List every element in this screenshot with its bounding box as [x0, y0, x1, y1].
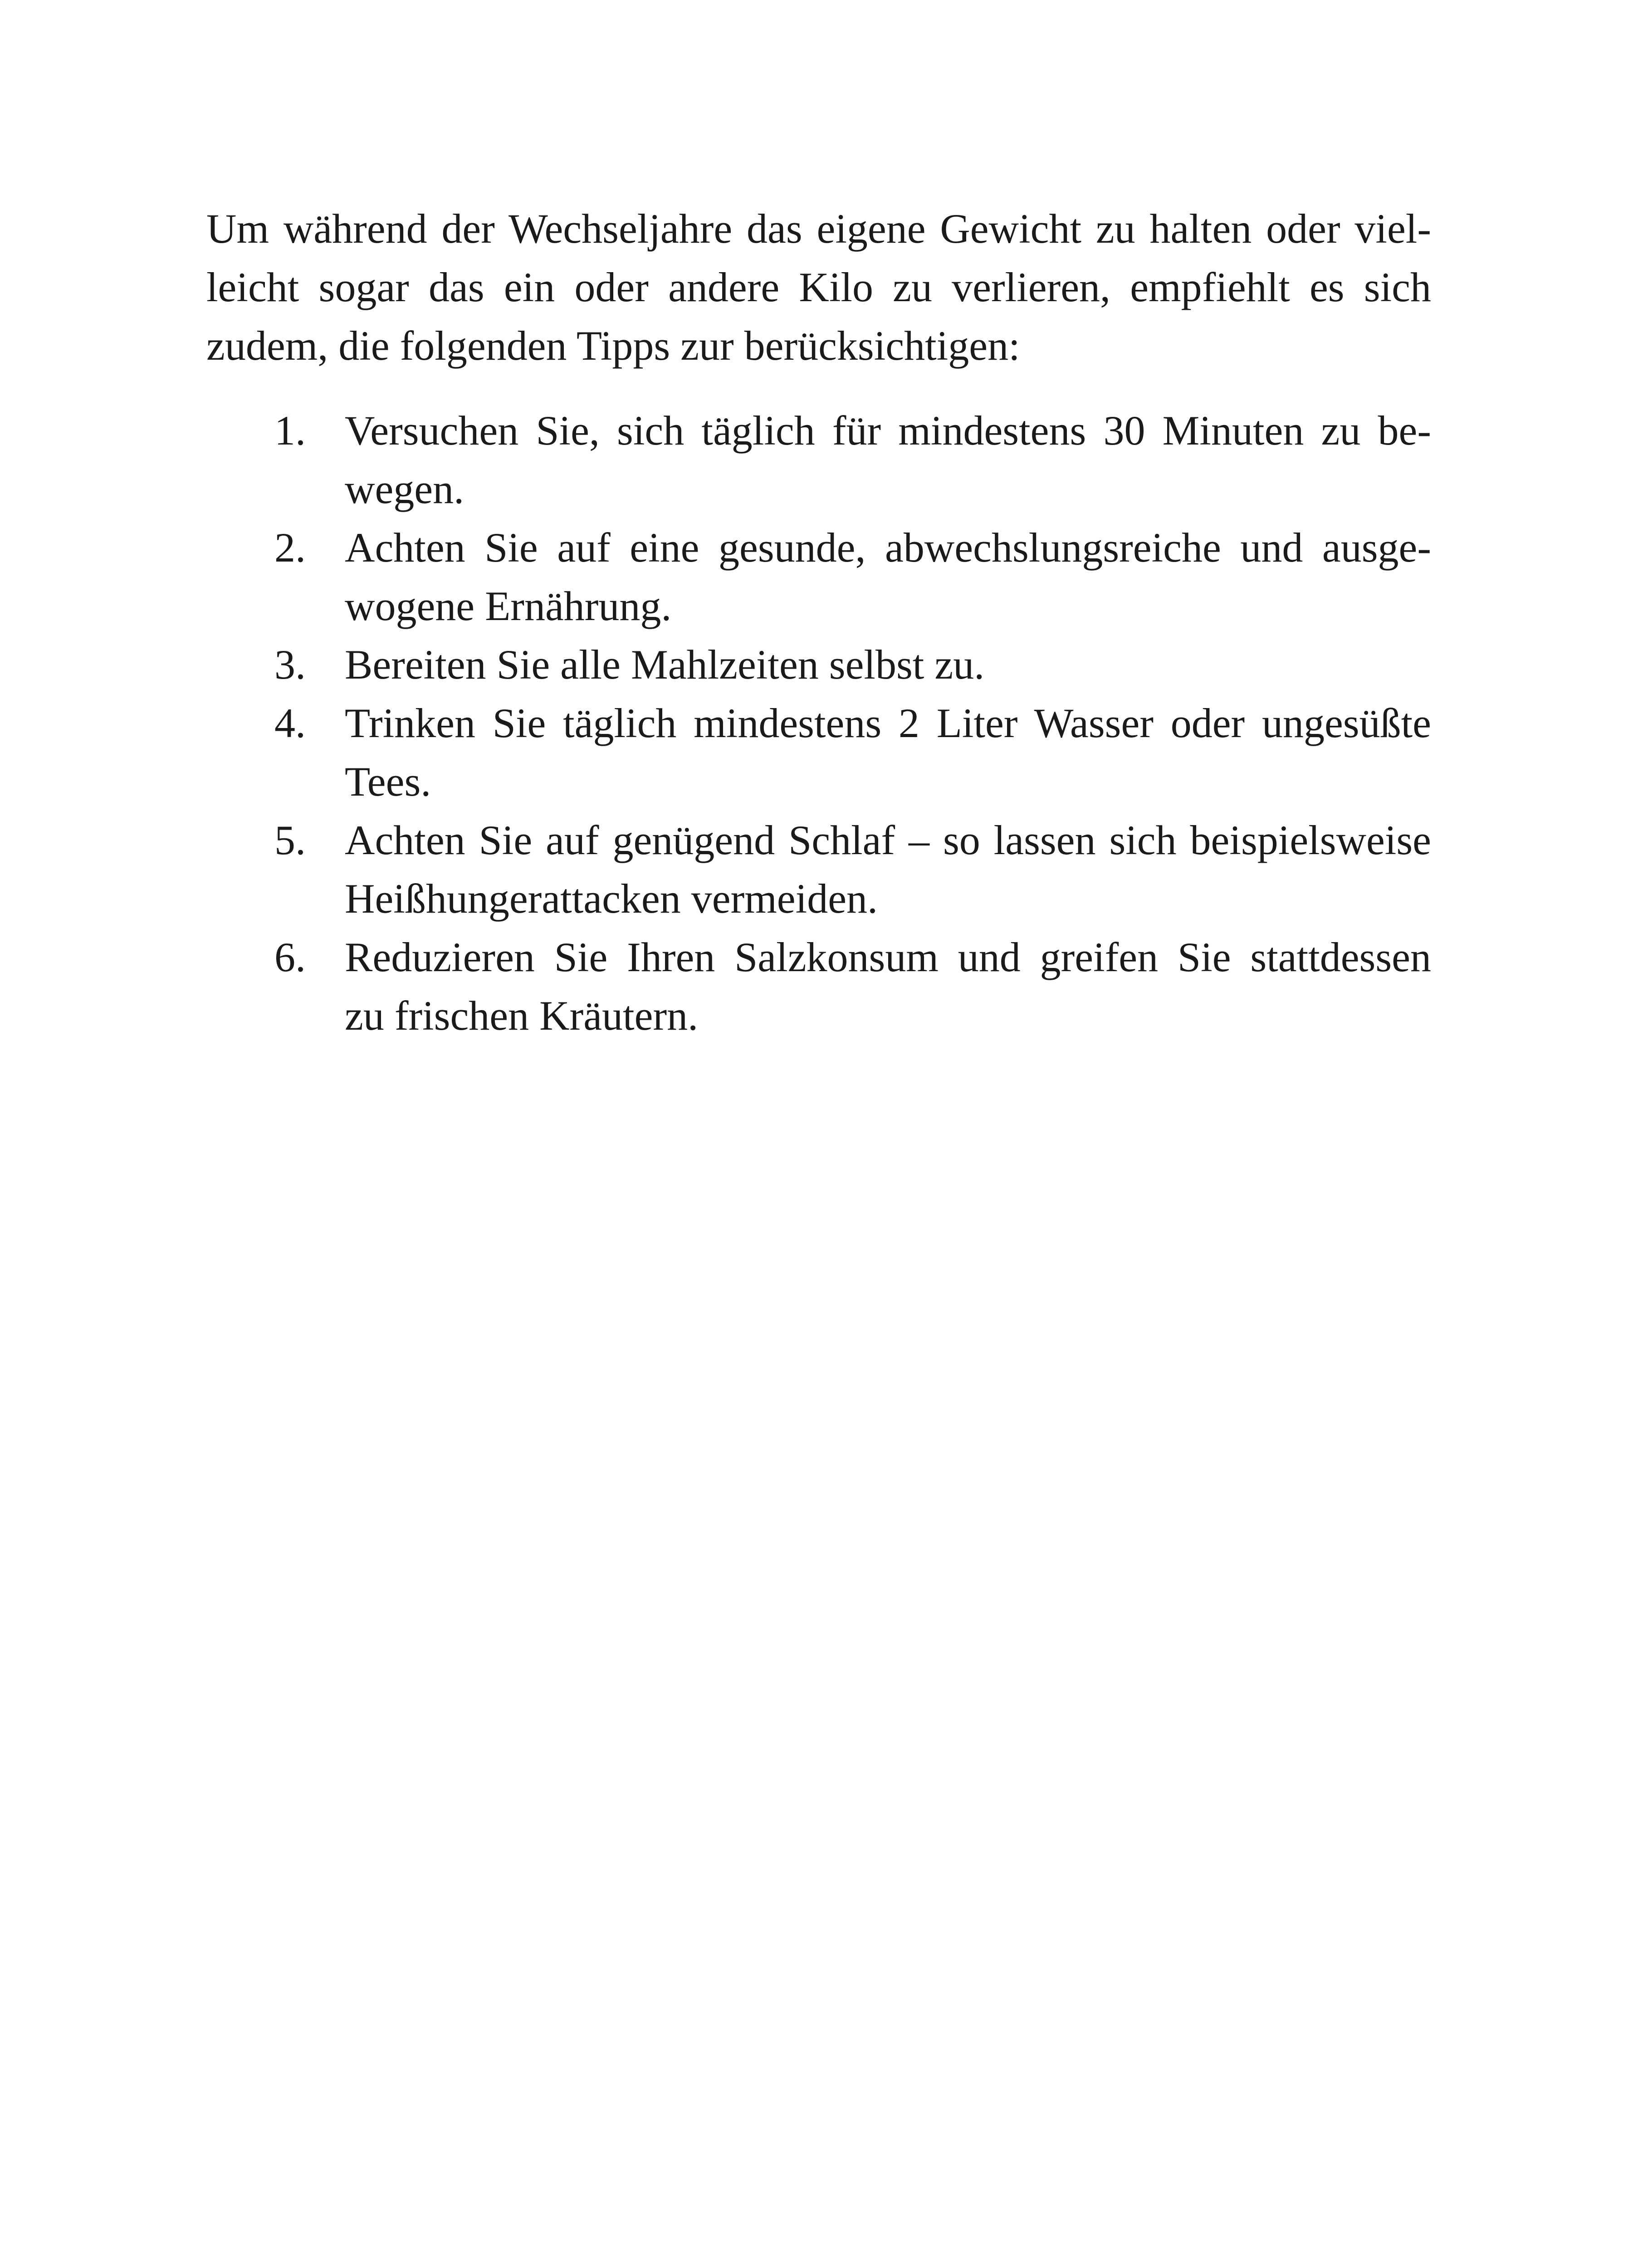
list-item-text: Achten Sie auf eine gesunde, abwechslungsreiche und ausge-: [345, 524, 1431, 571]
tips-list: [206, 401, 1431, 1045]
list-item: [206, 635, 1431, 694]
list-item-number: 4.: [274, 700, 306, 746]
list-item-number: 3.: [274, 641, 306, 688]
list-item-text: zu frischen Kräutern.: [345, 992, 699, 1039]
list-item-text: wegen.: [345, 466, 464, 512]
list-item-text: Bereiten Sie alle Mahlzeiten selbst zu.: [345, 641, 985, 688]
list-item-text: Tees.: [345, 758, 431, 805]
list-item-text: Trinken Sie täglich mindestens 2 Liter Wasser oder ungesüßte: [345, 700, 1431, 746]
list-item: [206, 928, 1431, 1045]
intro-line: leicht sogar das ein oder andere Kilo zu verlieren, empfiehlt es sich: [206, 264, 1431, 310]
list-item: [206, 811, 1431, 928]
list-item-number: 1.: [274, 407, 306, 454]
list-item-text: Reduzieren Sie Ihren Salzkonsum und greifen Sie stattdessen: [345, 934, 1431, 980]
list-item-number: 6.: [274, 934, 306, 980]
list-item: [206, 694, 1431, 811]
list-item: [206, 518, 1431, 635]
list-item-text: Heißhungerattacken vermeiden.: [345, 875, 878, 922]
list-item-number: 5.: [274, 817, 306, 863]
intro-line: Um während der Wechseljahre das eigene Gewicht zu halten oder viel-: [206, 205, 1431, 252]
intro-line: zudem, die folgenden Tipps zur berücksichtigen:: [206, 323, 1020, 369]
list-item-text: Achten Sie auf genügend Schlaf – so lassen sich beispielsweise: [345, 817, 1431, 863]
list-item: [206, 401, 1431, 518]
list-item-text: wogene Ernährung.: [345, 583, 672, 629]
intro-paragraph: [206, 200, 1431, 375]
list-item-text: Versuchen Sie, sich täglich für mindestens 30 Minuten zu be-: [345, 407, 1431, 454]
list-item-number: 2.: [274, 524, 306, 571]
